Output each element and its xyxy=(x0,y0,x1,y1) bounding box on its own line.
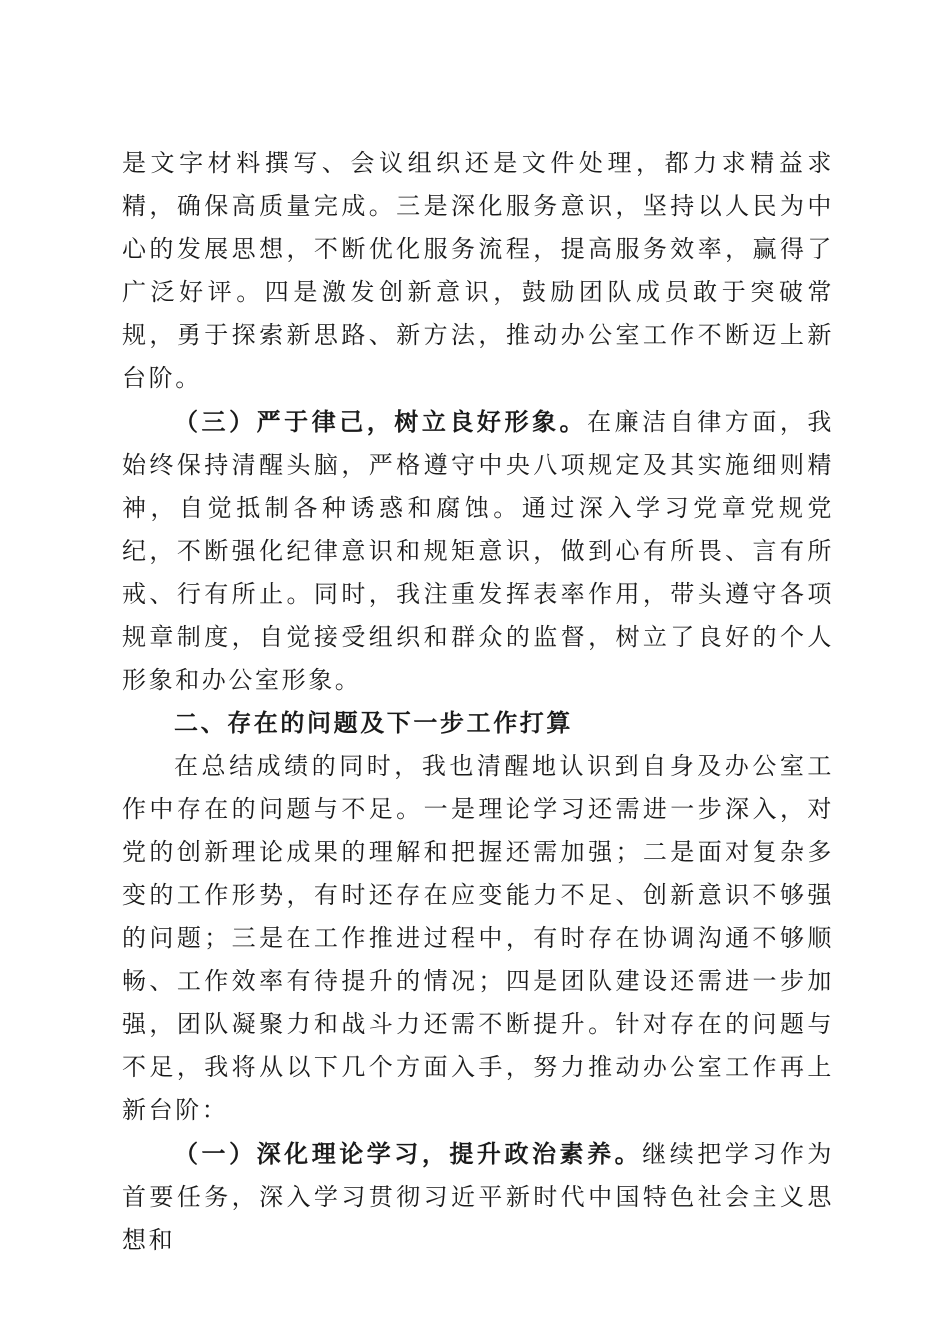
section-3-heading: （三）严于律己，树立良好形象。 xyxy=(174,407,588,436)
section-3-paragraph xyxy=(122,400,834,702)
paragraph-continuation: 是文字材料撰写、会议组织还是文件处理，都力求精益求精，确保高质量完成。三是深化服务意识，坚持以人民为中心的发展思想，不断优化服务流程，提高服务效率，赢得了广泛好评。四是激发创新意识，鼓励团队成员敢于突破常规，勇于探索新思路、新方法，推动办公室工作不断迈上新台阶。 xyxy=(122,149,834,392)
problems-paragraph: 在总结成绩的同时，我也清醒地认识到自身及办公室工作中存在的问题与不足。一是理论学习还需进一步深入，对党的创新理论成果的理解和把握还需加强；二是面对复杂多变的工作形势，有时还存在应变能力不足、创新意识不够强的问题；三是在工作推进过程中，有时存在协调沟通不够顺畅、工作效率有待提升的情况；四是团队建设还需进一步加强，团队凝聚力和战斗力还需不断提升。针对存在的问题与不足，我将从以下几个方面入手，努力推动办公室工作再上新台阶： xyxy=(122,752,834,1124)
document-body xyxy=(122,142,834,1262)
part-2-title: 二、存在的问题及下一步工作打算 xyxy=(174,709,573,737)
section-3-body: 在廉洁自律方面，我始终保持清醒头脑，严格遵守中央八项规定及其实施细则精神，自觉抵制各种诱惑和腐蚀。通过深入学习党章党规党纪，不断强化纪律意识和规矩意识，做到心有所畏、言有所戒、行有所止。同时，我注重发挥表率作用，带头遵守各项规章制度，自觉接受组织和群众的监督，树立了良好的个人形象和办公室形象。 xyxy=(122,408,835,694)
plan-1-body: 继续把学习作为首要任务，深入学习贯彻习近平新时代中国特色社会主义思想和 xyxy=(122,1140,835,1254)
plan-1-heading: （一）深化理论学习，提升政治素养。 xyxy=(174,1139,643,1168)
plan-1-paragraph xyxy=(122,1132,834,1262)
